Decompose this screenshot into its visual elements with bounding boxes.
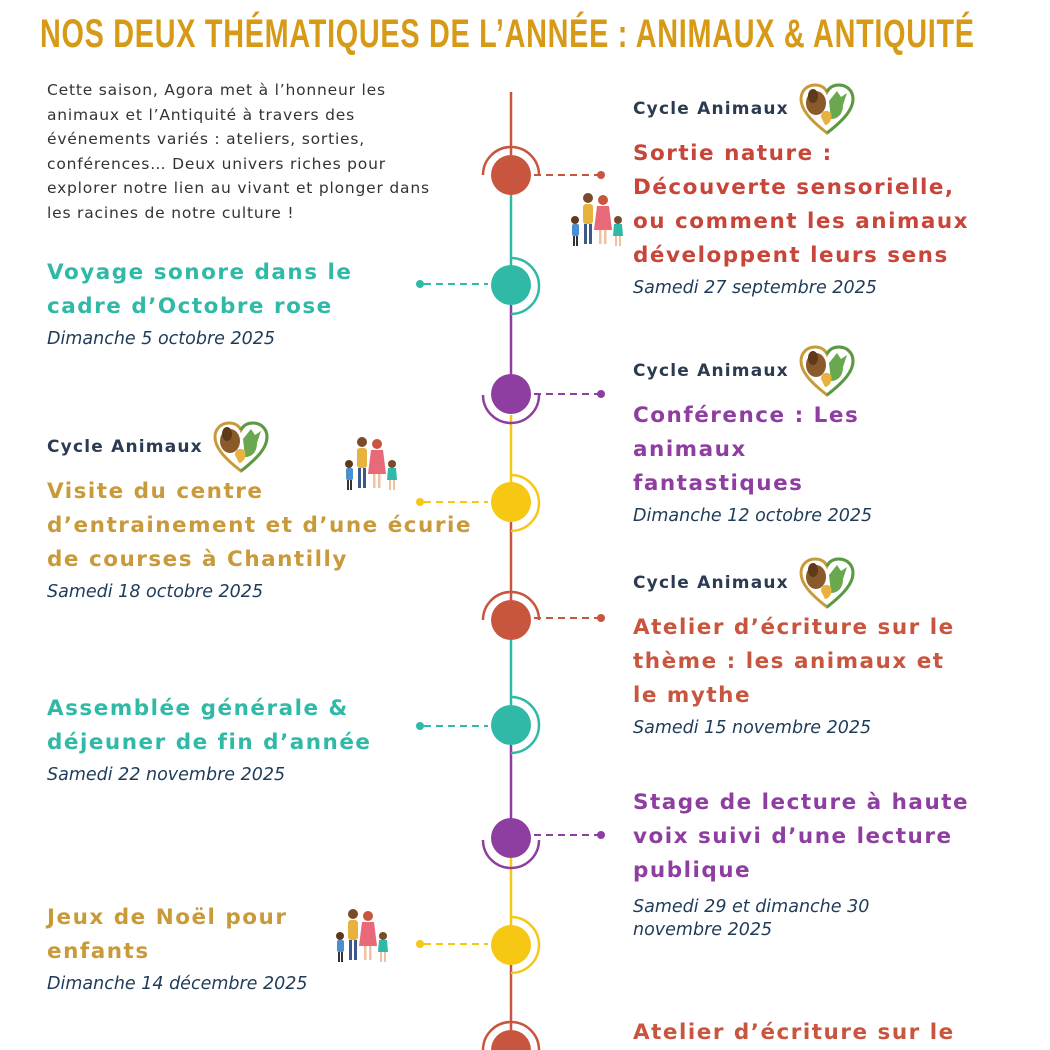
event-title: Atelier d’écriture sur le [633, 1020, 955, 1045]
timeline-node-8 [416, 917, 539, 973]
family-icon [566, 190, 626, 250]
timeline-node-1 [483, 147, 605, 195]
event-title: Voyage sonore dans le cadre d’Octobre rose [47, 260, 353, 319]
event-title: Stage de lecture à haute voix suivi d’une lecture publique [633, 790, 970, 883]
cycle-label: Cycle Animaux [633, 345, 1033, 397]
timeline-node-5 [483, 592, 605, 640]
event-7 [633, 786, 1033, 942]
event-title: Assemblée générale & déjeuner de fin d’année [47, 696, 372, 755]
family-icon [340, 434, 400, 494]
cycle-label: Cycle Animaux [633, 83, 1033, 135]
heart-animals-icon [799, 557, 855, 609]
event-title: Atelier d’écriture sur le thème : les animaux et le mythe [633, 615, 955, 708]
event-title: Sortie nature : Découverte sensorielle, ou comment les animaux développent leurs sens [633, 141, 970, 268]
timeline-node-3 [483, 374, 605, 423]
event-title: Visite du centre d’entrainement et d’une écurie de courses à Chantilly [47, 479, 472, 572]
timeline-node-2 [416, 258, 539, 314]
cycle-label: Cycle Animaux [47, 421, 477, 473]
timeline-node-6 [416, 697, 539, 753]
intro-paragraph: Cette saison, Agora met à l’honneur les animaux et l’Antiquité à travers des événements variés : ateliers, sorties, conférences… Deux univers riches pour explorer notre lien au vivant et plonger dans les racines de notre culture ! [47, 81, 430, 222]
event-date: Samedi 15 novembre 2025 [633, 718, 872, 738]
heart-animals-icon [213, 421, 269, 473]
event-date: Dimanche 14 décembre 2025 [47, 974, 308, 994]
heart-animals-icon [799, 345, 855, 397]
event-6 [47, 692, 427, 787]
event-date: Dimanche 12 octobre 2025 [633, 506, 873, 526]
event-date: Samedi 22 novembre 2025 [47, 765, 286, 785]
event-1 [633, 83, 1033, 300]
page-title: NOS DEUX THÉMATIQUES DE L’ANNÉE : ANIMAUX & ANTIQUITÉ [40, 12, 975, 56]
event-date: Samedi 27 septembre 2025 [633, 278, 877, 298]
event-4 [47, 421, 477, 604]
event-title: Jeux de Noël pour enfants [47, 905, 288, 964]
family-icon [331, 906, 391, 966]
event-9 [633, 1016, 1033, 1050]
event-title: Conférence : Les animaux fantastiques [633, 403, 860, 496]
event-date: Samedi 29 et dimanche 30 novembre 2025 [633, 897, 870, 940]
event-3 [633, 345, 1033, 528]
event-2 [47, 256, 427, 351]
timeline-node-7 [483, 818, 605, 868]
event-date: Samedi 18 octobre 2025 [47, 582, 264, 602]
event-5 [633, 557, 1033, 740]
heart-animals-icon [799, 83, 855, 135]
cycle-label: Cycle Animaux [633, 557, 1033, 609]
event-date: Dimanche 5 octobre 2025 [47, 329, 276, 349]
